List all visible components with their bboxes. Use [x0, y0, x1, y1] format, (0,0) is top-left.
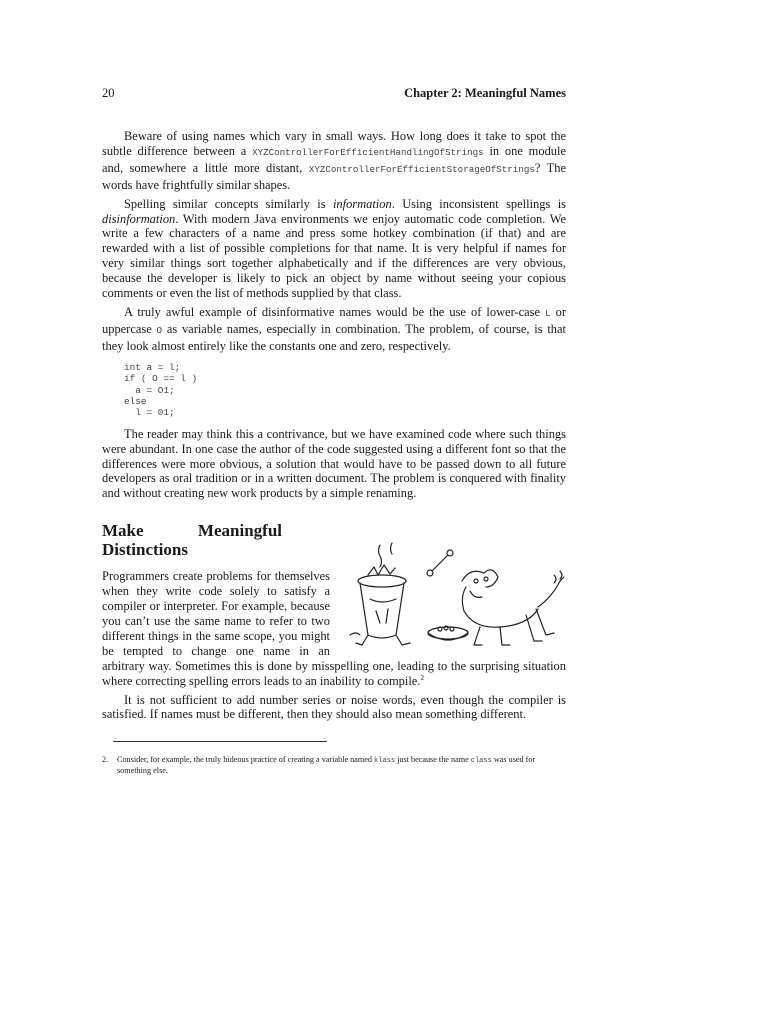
- text-run: ? The words have frightfully similar shapes.: [102, 160, 566, 192]
- footnote: [102, 755, 566, 777]
- emphasis: information: [332, 196, 392, 211]
- text-run: was used for something else.: [117, 755, 536, 776]
- body-text: [102, 129, 566, 726]
- emphasis: disinformation: [102, 211, 176, 226]
- text-run: Consider, for example, the truly hideous practice of creating a variable named: [117, 755, 375, 764]
- footnote-text: [117, 755, 566, 777]
- text-run: Spelling similar concepts similarly is: [124, 196, 333, 211]
- text-run: or uppercase: [102, 304, 566, 336]
- page-number: 20: [102, 86, 115, 100]
- running-header: [102, 86, 566, 101]
- text-run: . Using inconsistent spellings is: [391, 196, 566, 211]
- inline-code: XYZControllerForEfficientStorageOfStrings: [308, 163, 535, 175]
- code-block: int a = l; if ( O == l ) a = O1; else l = 01;: [124, 361, 198, 419]
- text-run: . With modern Java environments we enjoy automatic code completion. We write a few characters of a name and press some hotkey combination (if that) and are rewarded with a list of possible completions for that name. It is very helpful if names for very similar things sort together alphabetically and if the differences are very obvious, because the developer is likely to pick an object by name without seeing your copious comments or even the list of methods supplied by that class.: [102, 211, 566, 301]
- inline-code: O: [156, 324, 163, 336]
- footnote-divider: [113, 741, 327, 742]
- text-run: as variable names, especially in combination. The problem, of course, is that they look almost entirely like the constants one and zero, respectively.: [102, 321, 566, 353]
- inline-code: klass: [374, 757, 396, 765]
- section-heading: Make Meaningful Distinctions: [102, 521, 282, 560]
- text-run: in one module and, somewhere a little more distant,: [102, 143, 566, 175]
- chapter-title: Chapter 2: Meaningful Names: [404, 86, 566, 100]
- paragraph-similar-names: [102, 129, 566, 193]
- inline-code: XYZControllerForEfficientHandlingOfStrings: [252, 146, 484, 158]
- paragraph-spelling: [102, 197, 566, 301]
- paragraph-number-series: It is not sufficient to add number series or noise words, even though the compiler is satisfied. If names must be different, then they should also mean something different.: [102, 692, 566, 722]
- dog-and-trash-can-sketch-icon: [340, 541, 572, 653]
- footnote-number: 2.: [102, 755, 109, 764]
- text-run: just because the name: [395, 755, 471, 764]
- paragraph-awful-example: [102, 305, 566, 354]
- inline-code: L: [545, 307, 551, 319]
- inline-code: class: [470, 757, 492, 765]
- text-run: Programmers create problems for themselves when they write code solely to satisfy a compiler or interpreter. For example, because you can’t use the same name to refer to two different things in the same scope, you might be tempted to change one name in an arbitrary way. Sometimes this is done by misspelling one, leading to the surprising situation where correcting spelling errors leads to an inability to compile.: [102, 569, 566, 688]
- paragraph-contrivance: The reader may think this a contrivance, but we have examined code where such things were abundant. In one case the author of the code suggested using a different font so that the differences were more obvious, a solution that would have to be passed down to all future developers as oral tradition or in a written document. The problem is conquered with finality and without creating new work products by a simple renaming.: [102, 426, 566, 501]
- footnote-marker[interactable]: 2: [420, 673, 424, 682]
- text-run: A truly awful example of disinformative names would be the use of lower-case: [124, 304, 546, 319]
- text-run: Beware of using names which vary in small ways. How long does it take to spot the subtle difference between a: [102, 129, 566, 158]
